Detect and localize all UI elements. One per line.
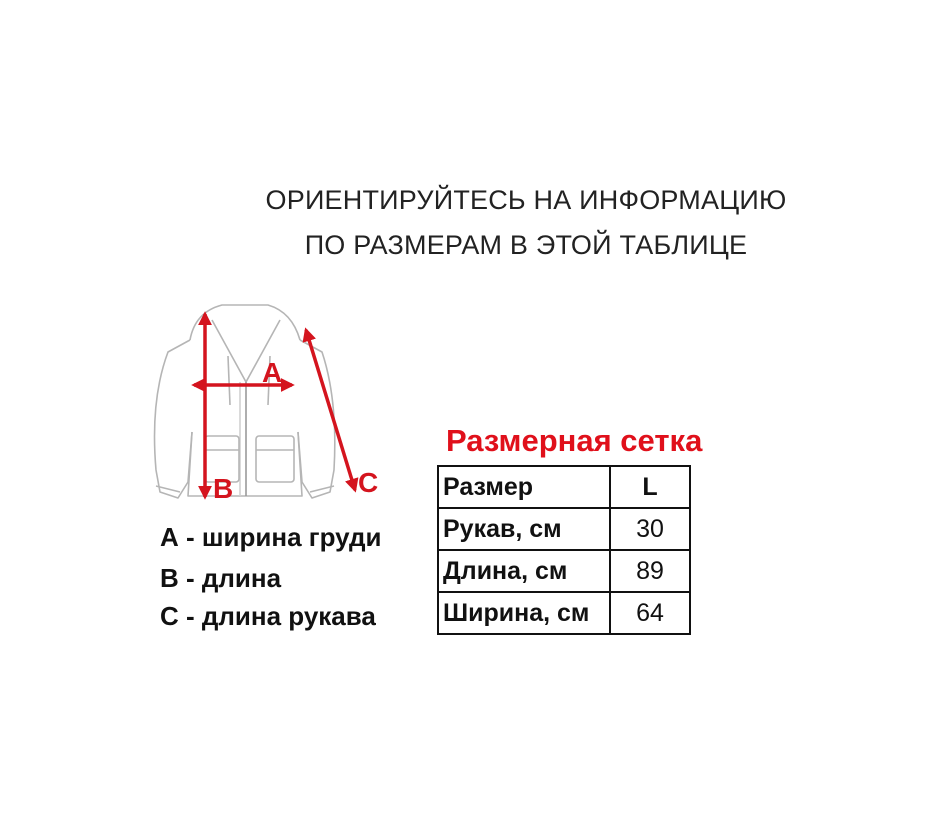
measurement-arrows [194,314,355,497]
row-label-length: Длина, см [438,550,610,592]
heading-line-2: ПО РАЗМЕРАМ В ЭТОЙ ТАБЛИЦЕ [304,230,748,260]
table-header-row [438,466,690,508]
row-label-width: Ширина, см [438,592,610,634]
table-row [438,592,690,634]
table-header-label: Размер [438,466,610,508]
table-row [438,550,690,592]
legend-b: В - длина [160,563,282,593]
legend-c: С - длина рукава [160,601,376,631]
row-label-sleeve: Рукав, см [438,508,610,550]
heading-line-1: ОРИЕНТИРУЙТЕСЬ НА ИНФОРМАЦИЮ [265,185,787,215]
row-value-sleeve: 30 [610,508,690,550]
label-b: B [213,473,234,504]
table-row [438,508,690,550]
size-table [437,465,691,635]
label-a: A [262,357,283,388]
row-value-length: 89 [610,550,690,592]
size-grid-title: Размерная сетка [446,423,703,458]
arrow-c [306,330,355,490]
row-value-width: 64 [610,592,690,634]
label-c: C [358,467,379,498]
jacket-diagram [130,300,400,515]
legend-a: А - ширина груди [160,522,382,552]
table-header-size: L [610,466,690,508]
